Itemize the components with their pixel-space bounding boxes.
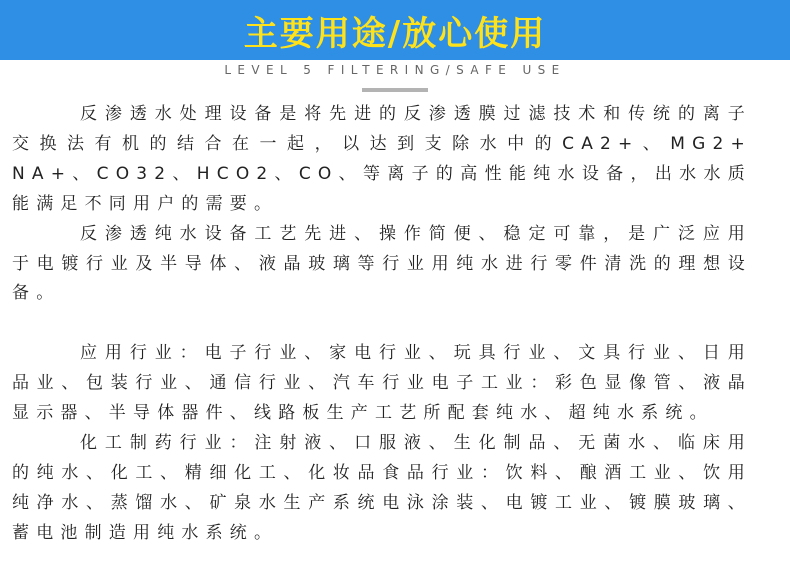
header-banner	[0, 0, 790, 60]
paragraph-ro-intro: 反渗透水处理设备是将先进的反渗透膜过滤技术和传统的离子交换法有机的结合在一起，以达到支除水中的CA2+、MG2+ NA+、CO32、HCO2、CO、等离子的高性能纯水设备，出水水质能满足不同用户的需要。	[12, 104, 752, 214]
page-title: 主要用途/放心使用	[243, 13, 547, 54]
paragraph-application-industries: 应用行业：电子行业、家电行业、玩具行业、文具行业、日用品业、包装行业、通信行业、汽车行业电子工业：彩色显像管、液晶显示器、半导体器件、线路板生产工艺所配套纯水、超纯水系统。	[12, 343, 752, 424]
subtitle: LEVEL 5 FILTERING/SAFE USE	[224, 63, 566, 77]
title-divider	[362, 88, 428, 92]
paragraph-ro-advantages: 反渗透纯水设备工艺先进、操作简便、稳定可靠，是广泛应用于电镀行业及半导体、液晶玻璃等行业用纯水进行零件清洗的理想设备。	[12, 223, 752, 304]
blank-line	[12, 309, 752, 339]
paragraph-chemical-pharma: 化工制药行业：注射液、口服液、生化制品、无菌水、临床用的纯水、化工、精细化工、化妆品食品行业：饮料、酿酒工业、饮用纯净水、蒸馏水、矿泉水生产系统电泳涂装、电镀工业、镀膜玻璃、蓄电池制造用纯水系统。	[12, 433, 752, 543]
body-text	[12, 100, 752, 549]
